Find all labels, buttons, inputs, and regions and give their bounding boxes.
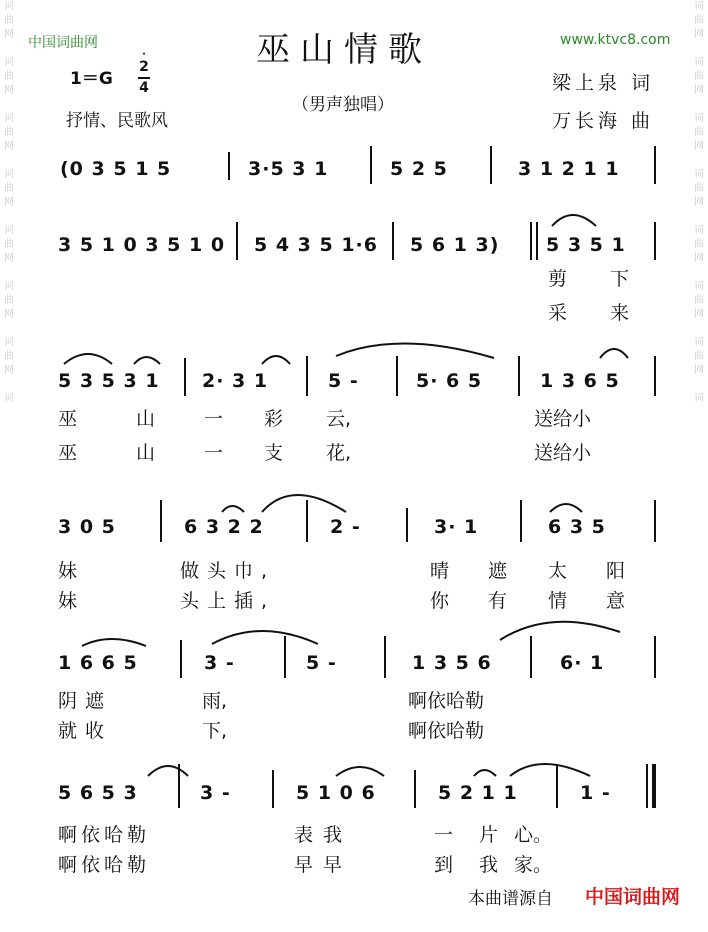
- watermark-char: 曲: [4, 351, 14, 362]
- lyric: 云,: [326, 408, 352, 430]
- watermark-char: 曲: [4, 295, 14, 306]
- slur: [336, 767, 384, 776]
- measure-3-4: 5· 6 5: [416, 370, 483, 392]
- watermark-char: 词: [4, 113, 14, 124]
- time-sig-top: 2: [139, 59, 149, 75]
- measure-4-3: 2 -: [330, 516, 361, 538]
- watermark-char: 曲: [694, 127, 704, 138]
- measure-4-4: 3· 1: [434, 516, 479, 538]
- key-signature: 1＝G: [70, 69, 113, 89]
- watermark-char: 词: [694, 113, 704, 124]
- lyric: 一: [204, 408, 224, 430]
- slur: [510, 764, 590, 776]
- slur: [222, 506, 244, 512]
- watermark-char: 曲: [694, 15, 704, 26]
- footer-site-link[interactable]: 中国词曲网: [585, 886, 681, 908]
- page-title: 巫山情歌: [256, 30, 432, 70]
- measure-6-1: 5 6 5 3: [58, 782, 138, 804]
- watermark-char: 词: [694, 393, 704, 404]
- measure-6-2: 3 -: [200, 782, 231, 804]
- watermark-char: 网: [694, 253, 704, 264]
- slur: [64, 354, 112, 364]
- measure-4-5: 6 3 5: [548, 516, 606, 538]
- measure-3-3: 5 -: [328, 370, 359, 392]
- lyric: 家。: [514, 854, 553, 876]
- measure-3-5: 1 3 6 5: [540, 370, 620, 392]
- slur: [262, 356, 290, 364]
- watermark-char: 网: [694, 365, 704, 376]
- lyric: 太: [548, 560, 568, 582]
- source-note: 本曲谱源自: [468, 889, 553, 909]
- watermark-char: 曲: [4, 239, 14, 250]
- watermark-char: 词: [694, 281, 704, 292]
- watermark-char: 网: [4, 309, 14, 320]
- lyric: 彩: [264, 408, 284, 430]
- lyric: 心。: [514, 824, 553, 846]
- watermark-char: 网: [694, 141, 704, 152]
- measure-6-5: 1 -: [580, 782, 611, 804]
- lyric: 有: [488, 590, 508, 612]
- lyric: 采: [548, 302, 568, 324]
- lyric: 巫: [58, 442, 78, 464]
- watermark-char: 词: [4, 225, 14, 236]
- watermark-char: 曲: [694, 71, 704, 82]
- measure-2-2: 5 4 3 5 1·6: [254, 234, 378, 256]
- measure-4-1: 3 0 5: [58, 516, 116, 538]
- lyric: 做头巾,: [180, 560, 276, 582]
- watermark-char: 词: [4, 1, 14, 12]
- watermark-char: 曲: [694, 183, 704, 194]
- slur: [500, 622, 620, 640]
- measure-6-3: 5 1 0 6: [296, 782, 376, 804]
- measure-3-2: 2· 3 1: [202, 370, 269, 392]
- watermark-char: 曲: [4, 15, 14, 26]
- lyric: 啊依哈勒: [58, 824, 151, 846]
- style-marking: 抒情、民歌风: [66, 111, 168, 131]
- measure-5-5: 6· 1: [560, 652, 605, 674]
- measure-3-1: 5 3 5 3 1: [58, 370, 160, 392]
- lyric: 花,: [326, 442, 352, 464]
- lyric: 下: [610, 268, 630, 290]
- lyric: 雨,: [202, 690, 228, 712]
- measure-6-4: 5 2 1 1: [438, 782, 518, 804]
- measure-5-3: 5 -: [306, 652, 337, 674]
- lyric: 一片: [434, 824, 525, 846]
- lyric: 下,: [202, 720, 228, 742]
- lyric: 早早: [294, 854, 353, 876]
- watermark-char: 网: [4, 197, 14, 208]
- measure-5-4: 1 3 5 6: [412, 652, 492, 674]
- watermark-char: 词: [4, 393, 14, 404]
- time-signature: · 2 4: [139, 49, 149, 96]
- lyric: 巫: [58, 408, 78, 430]
- slur: [600, 349, 628, 358]
- watermark-char: 曲: [4, 127, 14, 138]
- site-name-left[interactable]: 中国词曲网: [28, 35, 98, 51]
- lyric: 意: [606, 590, 626, 612]
- lyric: 啊依哈勒: [408, 690, 485, 712]
- lyric: 山: [136, 442, 156, 464]
- lyric: 你: [430, 590, 450, 612]
- slur: [474, 770, 496, 776]
- watermark-char: 网: [694, 29, 704, 40]
- watermark-char: 曲: [694, 295, 704, 306]
- slur: [262, 495, 346, 512]
- slur: [552, 215, 596, 226]
- measure-1-3: 5 2 5: [390, 158, 448, 180]
- lyric: 到我: [434, 854, 525, 876]
- lyric: 表我: [294, 824, 353, 846]
- watermark-char: 词: [694, 337, 704, 348]
- measure-1-2: 3·5 3 1: [248, 158, 329, 180]
- watermark-char: 网: [4, 253, 14, 264]
- measure-5-2: 3 -: [204, 652, 235, 674]
- lyric: 遮: [488, 560, 508, 582]
- lyric: 来: [610, 302, 630, 324]
- lyric: 山: [136, 408, 156, 430]
- watermark-char: 词: [694, 1, 704, 12]
- watermark-char: 词: [4, 337, 14, 348]
- watermark-char: 网: [4, 365, 14, 376]
- watermark-char: 曲: [694, 239, 704, 250]
- watermark-char: 网: [694, 85, 704, 96]
- lyric: 送给小: [534, 408, 592, 430]
- watermark-char: 词: [694, 57, 704, 68]
- watermark-char: 词: [694, 225, 704, 236]
- measure-2-4: 5 3 5 1: [546, 234, 626, 256]
- watermark-char: 网: [694, 309, 704, 320]
- watermark-char: 词: [4, 57, 14, 68]
- site-url-right[interactable]: www.ktvc8.com: [560, 32, 671, 48]
- lyric: 妹: [58, 560, 78, 582]
- lyric: 阳: [606, 560, 626, 582]
- lyricist-credit: 梁上泉 词: [552, 72, 655, 94]
- watermark-char: 词: [4, 169, 14, 180]
- slur: [336, 343, 494, 358]
- watermark-char: 网: [4, 85, 14, 96]
- time-sig-bottom: 4: [139, 80, 149, 96]
- lyric: 啊依哈勒: [408, 720, 485, 742]
- lyric: 就收: [58, 720, 113, 742]
- watermark-char: 曲: [4, 71, 14, 82]
- lyric: 晴: [430, 560, 450, 582]
- lyric: 情: [548, 590, 568, 612]
- measure-1-1: (0 3 5 1 5: [60, 158, 172, 180]
- lyric: 送给小: [534, 442, 592, 464]
- watermark-char: 网: [4, 29, 14, 40]
- watermark-char: 曲: [4, 183, 14, 194]
- lyric: 头上插,: [180, 590, 276, 612]
- slur: [212, 631, 318, 644]
- lyric: 支: [264, 442, 284, 464]
- slur: [550, 504, 582, 512]
- watermark-char: 曲: [694, 351, 704, 362]
- measure-2-3: 5 6 1 3): [410, 234, 500, 256]
- watermark-char: 词: [4, 281, 14, 292]
- lyric: 剪: [548, 268, 568, 290]
- lyric: 啊依哈勒: [58, 854, 151, 876]
- lyric: 妹: [58, 590, 78, 612]
- watermark-char: 网: [694, 197, 704, 208]
- lyric: 一: [204, 442, 224, 464]
- measure-2-1: 3 5 1 0 3 5 1 0: [58, 234, 226, 256]
- slur: [134, 357, 160, 364]
- measure-4-2: 6 3 2 2: [184, 516, 264, 538]
- composer-credit: 万长海 曲: [552, 110, 655, 132]
- slur: [82, 639, 146, 646]
- watermark-char: 词: [694, 169, 704, 180]
- subtitle: （男声独唱）: [292, 95, 394, 115]
- measure-1-4: 3 1 2 1 1: [518, 158, 620, 180]
- slur: [148, 766, 188, 776]
- watermark-char: 网: [4, 141, 14, 152]
- lyric: 阴遮: [58, 690, 113, 712]
- measure-5-1: 1 6 6 5: [58, 652, 138, 674]
